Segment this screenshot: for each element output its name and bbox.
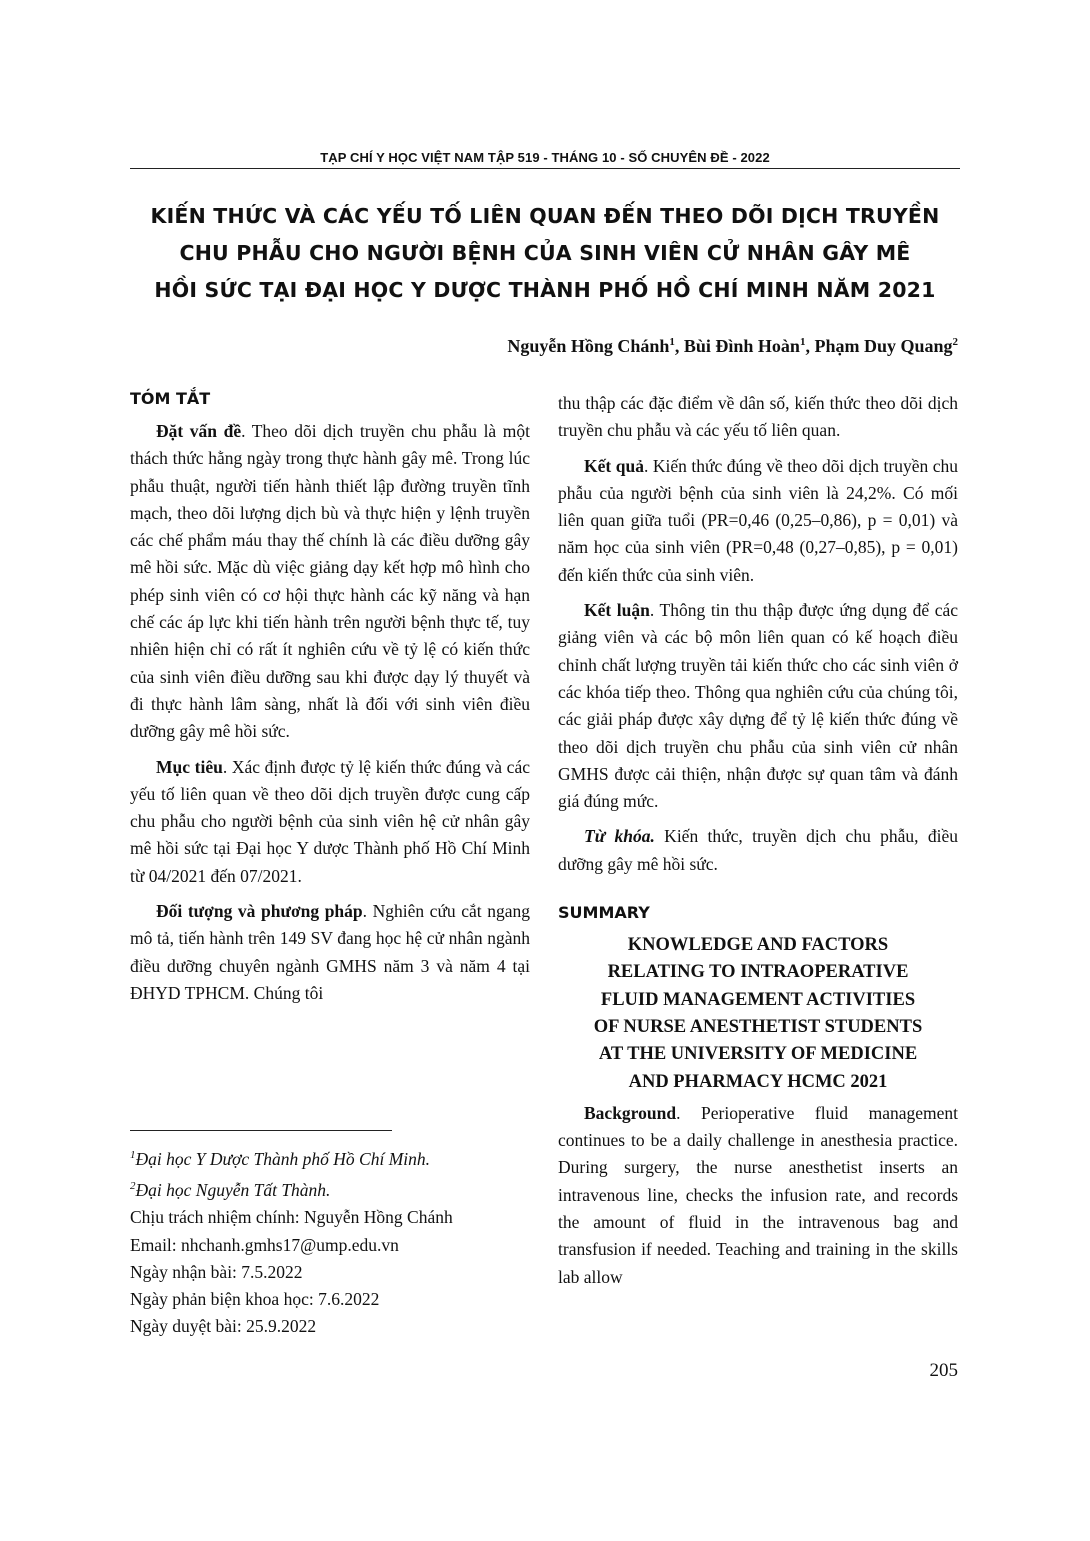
summary-background [558, 1100, 958, 1291]
author-name: Bùi Đình Hoàn [683, 336, 800, 356]
objective-text: . Xác định được tỷ lệ kiến thức đúng và các yếu tố liên quan về theo dõi dịch truyền được cung cấp chu phẫu cho người bệnh của sinh viên hệ cử nhân gây mê hồi sức tại Đại học Y dược Thành phố Hồ Chí Minh từ 04/2021 đến 07/2021. [130, 756, 530, 886]
abstract-conclusion [558, 597, 958, 815]
background-text: . Theo dõi dịch truyền chu phẫu là một thách thức hằng ngày trong thực hành gây mê. Trong lúc phẫu thuật, người tiến hành thiết lập đường truyền tĩnh mạch, theo dõi lượng dịch bù và thực hiện y lệnh truyền các chế phẩm máu thay thế chính là các điều dưỡng gây mê hồi sức. Mặc dù việc giảng dạy kết hợp mô hình cho phép sinh viên có cơ hội thực hành các kỹ năng và hạn chế các áp lực khi tiến hành trên người bệnh thực tế, tuy nhiên hiện chỉ có rất ít nghiên cứu về tỷ lệ có kiến thức của sinh viên điều dưỡng sau khi được dạy lý thuyết và đi thực hành lâm sàng, nhất là đối với sinh viên điều dưỡng gây mê hồi sức. [130, 421, 530, 742]
author-separator: , [674, 336, 684, 356]
affiliation-number: 2 [130, 1180, 136, 1193]
title-line: HỒI SỨC TẠI ĐẠI HỌC Y DƯỢC THÀNH PHỐ HỒ CHÍ MINH NĂM 2021 [154, 278, 936, 302]
keywords [558, 823, 958, 878]
date-reviewed: Ngày phản biện khoa học: 7.6.2022 [130, 1289, 380, 1310]
results-text: . Kiến thức đúng về theo dõi dịch truyền chu phẫu của người bệnh của sinh viên là 24,2%. Có mối liên quan giữa tuổi (PR=0,46 (0,25–0,86), p = 0,01) và năm học của sinh viên (PR=0,48 (0,27–0,85), p = 0,01) đến kiến thức của sinh viên. [558, 455, 958, 585]
date-accepted: Ngày duyệt bài: 25.9.2022 [130, 1316, 317, 1337]
author-separator: , [805, 336, 815, 356]
article-title [130, 198, 960, 309]
keywords-label: Từ khóa. [584, 826, 655, 847]
methods-text: . Nghiên cứu cắt ngang mô tả, tiến hành trên 149 SV đang học hệ cử nhân ngành điều dưỡng chuyên ngành GMHS năm 3 và năm 4 tại ĐHYD TPHCM. Chúng tôi [130, 901, 530, 1003]
affiliation-2 [130, 1173, 530, 1204]
affiliation-number: 1 [130, 1149, 136, 1161]
abstract-heading: TÓM TẮT [130, 389, 211, 408]
email: Email: nhchanh.gmhs17@ump.edu.vn [130, 1234, 399, 1255]
abstract-results [558, 453, 958, 589]
journal-header: TẠP CHÍ Y HỌC VIỆT NAM TẬP 519 - THÁNG 10 - SỐ CHUYÊN ĐỀ - 2022 [320, 150, 770, 165]
title-line: CHU PHẪU CHO NGƯỜI BỆNH CỦA SINH VIÊN CỬ NHÂN GÂY MÊ [179, 241, 911, 265]
background-label: Đặt vấn đề [156, 421, 242, 441]
keywords-text: Kiến thức, truyền dịch chu phẫu, điều dưỡng gây mê hồi sức. [558, 826, 958, 874]
author-affiliation: 2 [952, 336, 958, 348]
english-title-line: KNOWLEDGE AND FACTORS [627, 935, 889, 956]
results-label: Kết quả [584, 455, 644, 476]
english-title-line: RELATING TO INTRAOPERATIVE [607, 962, 909, 983]
summary-background-text: . Perioperative fluid management continues to be a daily challenge in anesthesia practice. During surgery, the nurse anesthetist inserts an intravenous line, checks the infusion rate, and records the amount of fluid in the intravenous bag and transfusion if needed. Teaching and training in the skills lab allow [558, 1102, 958, 1287]
summary-background-label: Background [584, 1102, 677, 1123]
english-title-line: OF NURSE ANESTHETIST STUDENTS [593, 1016, 923, 1037]
title-line: KIẾN THỨC VÀ CÁC YẾU TỐ LIÊN QUAN ĐẾN THEO DÕI DỊCH TRUYỀN [150, 204, 940, 228]
abstract-methods [130, 898, 530, 1007]
methods-label: Đối tượng và phương pháp [156, 901, 363, 922]
affiliation-text: Đại học Y Dược Thành phố Hồ Chí Minh. [135, 1148, 431, 1169]
objective-label: Mục tiêu [156, 756, 223, 777]
english-title [558, 932, 958, 1096]
affiliation-1 [130, 1142, 530, 1173]
right-column [558, 390, 958, 1299]
english-title-line: AND PHARMACY HCMC 2021 [628, 1071, 888, 1092]
author-list [507, 336, 958, 357]
conclusion-text: . Thông tin thu thập được ứng dụng để các giảng viên và các bộ môn liên quan có kế hoạch điều chỉnh chất lượng truyền tải kiến thức cho các sinh viên ở các khóa tiếp theo. Thông qua nghiên cứu của chúng tôi, các giải pháp được xây dựng để tỷ lệ kiến thức đúng về theo dõi dịch truyền chu phẫu của sinh viên cử nhân GMHS được cải thiện, nhận được sự quan tâm và đánh giá đúng mức. [558, 600, 958, 812]
page-number: 205 [929, 1360, 958, 1381]
author-name: Phạm Duy Quang [814, 336, 953, 356]
english-title-line: AT THE UNIVERSITY OF MEDICINE [598, 1044, 918, 1065]
author-name: Nguyễn Hồng Chánh [507, 336, 670, 356]
left-column [130, 386, 530, 1015]
corresponding-author: Chịu trách nhiệm chính: Nguyễn Hồng Chánh [130, 1207, 453, 1228]
author-affiliation: 1 [799, 336, 806, 348]
summary-heading: SUMMARY [558, 903, 650, 923]
abstract-objective [130, 754, 530, 890]
conclusion-label: Kết luận [584, 600, 650, 621]
affiliation-text: Đại học Nguyễn Tất Thành. [135, 1179, 331, 1200]
date-received: Ngày nhận bài: 7.5.2022 [130, 1261, 303, 1282]
english-title-line: FLUID MANAGEMENT ACTIVITIES [600, 989, 916, 1010]
footnote-divider [130, 1130, 392, 1131]
abstract-background [130, 418, 530, 746]
author-affiliation: 1 [669, 336, 675, 348]
methods-continued: thu thập các đặc điểm về dân số, kiến thức theo dõi dịch truyền chu phẫu và các yếu tố liên quan. [558, 393, 958, 441]
header-divider [130, 168, 960, 169]
footnotes [130, 1142, 530, 1341]
